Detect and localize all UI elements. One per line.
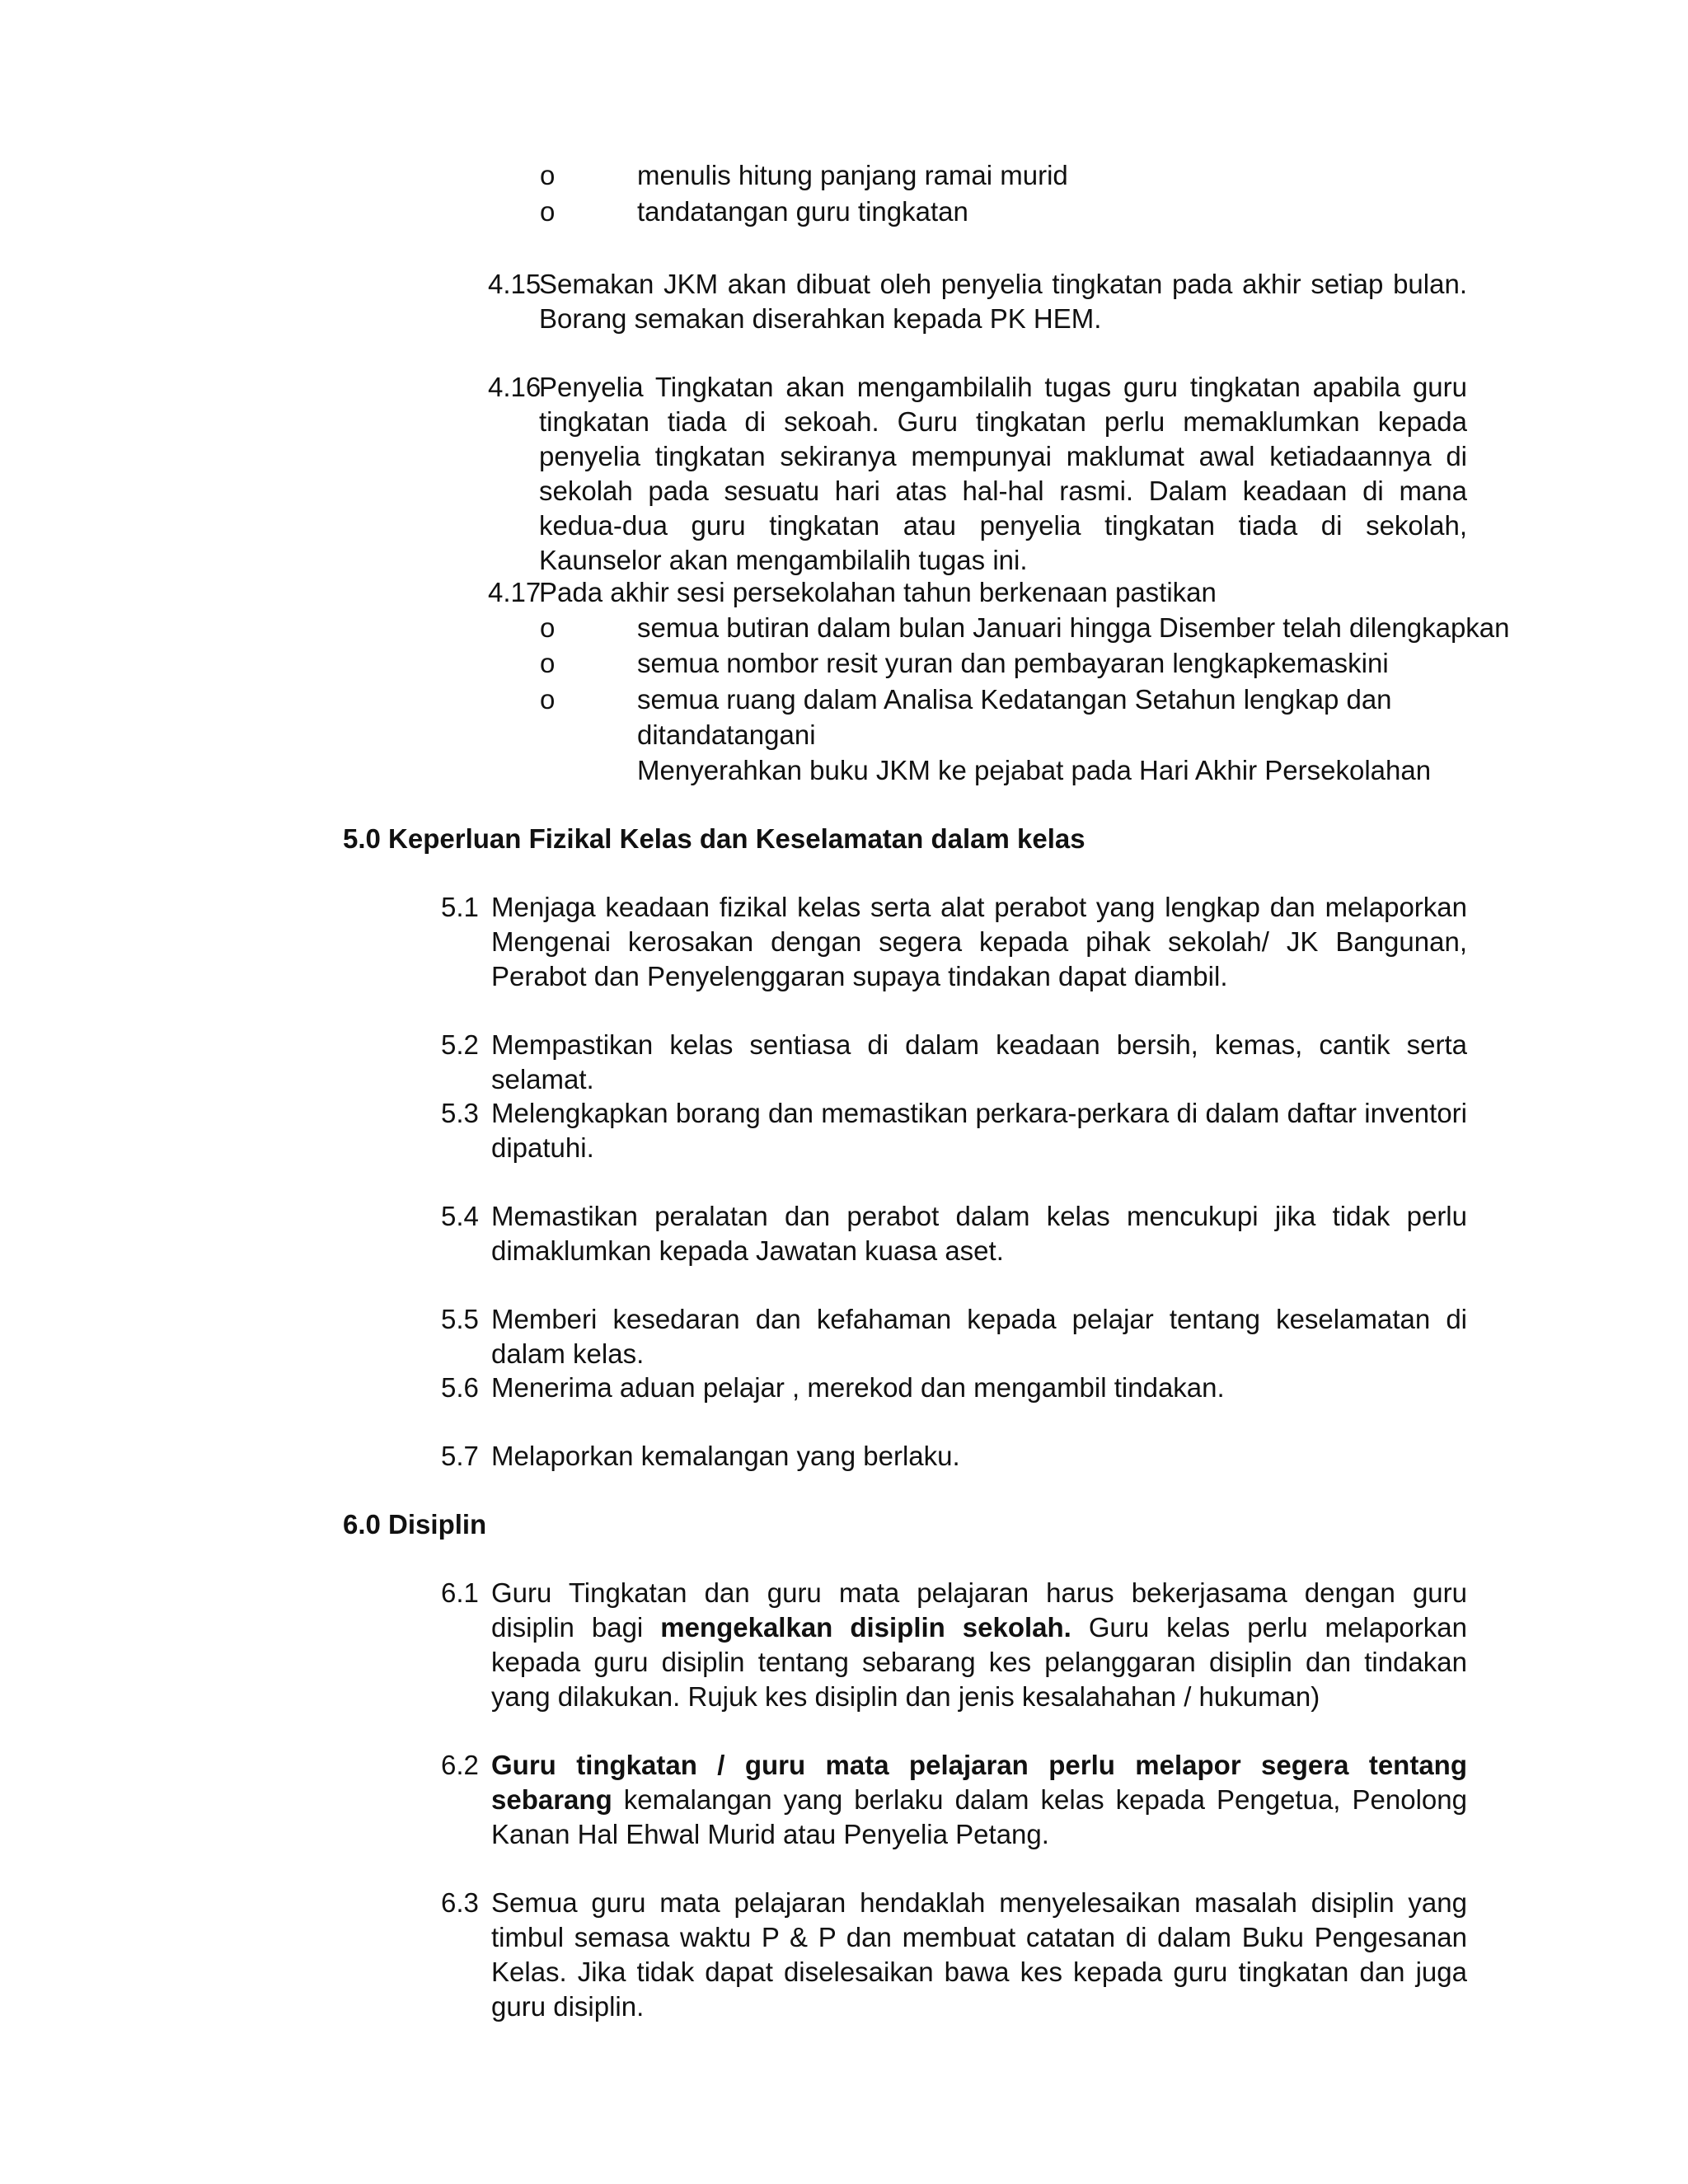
item-number: 4.15 — [488, 269, 542, 299]
paragraph-6-3: Semua guru mata pelajaran hendaklah menyelesaikan masalah disiplin yang timbul semasa waktu P & P dan membuat catatan di dalam Buku Pengesanan Kelas. Jika tidak dapat diselesaikan bawa kes kepada guru tingkatan dan juga guru disiplin. — [491, 1887, 1467, 2022]
bullet-marker: o — [540, 648, 556, 678]
paragraph-6-1-bold: mengekalkan disiplin sekolah. — [660, 1612, 1071, 1643]
item-number: 5.4 — [441, 1201, 479, 1231]
paragraph-4-17: Pada akhir sesi persekolahan tahun berkenaan pastikan — [539, 577, 1217, 607]
paragraph-6-2-bold: Guru tingkatan / guru mata pelajaran perlu melapor segera tentang sebarang — [491, 1750, 1467, 1815]
item-number: 6.3 — [441, 1887, 479, 1918]
bullet-text: semua nombor resit yuran dan pembayaran lengkapkemaskini — [637, 648, 1389, 678]
paragraph-5-3: Melengkapkan borang dan memastikan perkara-perkara di dalam daftar inventori dipatuhi. — [491, 1098, 1467, 1163]
bullet-continuation: ditandatangani — [637, 719, 816, 750]
section-heading: 6.0 Disiplin — [343, 1509, 487, 1540]
paragraph-6-2 — [491, 1748, 1467, 1852]
item-number: 4.17 — [488, 577, 542, 607]
item-number: 5.5 — [441, 1304, 479, 1334]
item-number: 5.2 — [441, 1029, 479, 1060]
paragraph-5-4: Memastikan peralatan dan perabot dalam kelas mencukupi jika tidak perlu dimaklumkan kepada Jawatan kuasa aset. — [491, 1201, 1467, 1266]
paragraph-4-15: Semakan JKM akan dibuat oleh penyelia tingkatan pada akhir setiap bulan. Borang semakan diserahkan kepada PK HEM. — [539, 269, 1467, 334]
item-number: 6.1 — [441, 1577, 479, 1608]
item-number: 4.16 — [488, 372, 542, 402]
item-number: 5.7 — [441, 1441, 479, 1471]
item-number: 6.2 — [441, 1750, 479, 1780]
paragraph-6-2-text: kemalangan yang berlaku dalam kelas kepada Pengetua, Penolong Kanan Hal Ehwal Murid atau Penyelia Petang. — [491, 1784, 1467, 1849]
paragraph-4-16: Penyelia Tingkatan akan mengambilalih tugas guru tingkatan apabila guru tingkatan tiada di sekoah. Guru tingkatan perlu memaklumkan kepada penyelia tingkatan sekiranya mempunyai maklumat awal ketiadaannya di sekolah pada sesuatu hari atas hal-hal rasmi. Dalam keadaan di mana kedua-dua guru tingkatan atau penyelia tingkatan tiada di sekolah, Kaunselor akan mengambilalih tugas ini. — [539, 372, 1467, 575]
paragraph-5-1: Menjaga keadaan fizikal kelas serta alat perabot yang lengkap dan melaporkan Mengenai kerosakan dengan segera kepada pihak sekolah/ JK Bangunan, Perabot dan Penyelenggaran supaya tindakan dapat diambil. — [491, 892, 1467, 991]
bullet-marker: o — [540, 196, 556, 227]
paragraph-5-6: Menerima aduan pelajar , merekod dan mengambil tindakan. — [491, 1372, 1225, 1403]
paragraph-5-7: Melaporkan kemalangan yang berlaku. — [491, 1441, 960, 1471]
bullet-text: tandatangan guru tingkatan — [637, 196, 968, 227]
bullet-text: menulis hitung panjang ramai murid — [637, 160, 1068, 190]
item-number: 5.1 — [441, 892, 479, 922]
extra-line: Menyerahkan buku JKM ke pejabat pada Hari Akhir Persekolahan — [637, 755, 1432, 785]
paragraph-6-1 — [491, 1576, 1467, 1714]
bullet-marker: o — [540, 160, 556, 190]
paragraph-5-2: Mempastikan kelas sentiasa di dalam keadaan bersih, kemas, cantik serta selamat. — [491, 1029, 1467, 1094]
paragraph-5-5: Memberi kesedaran dan kefahaman kepada pelajar tentang keselamatan di dalam kelas. — [491, 1304, 1467, 1369]
bullet-text: semua ruang dalam Analisa Kedatangan Setahun lengkap dan — [637, 684, 1392, 715]
item-number: 5.3 — [441, 1098, 479, 1128]
paragraph-6-1-text-a: Guru Tingkatan dan guru mata pelajaran harus bekerjasama dengan guru disiplin bagi — [491, 1577, 1467, 1643]
paragraph-6-1-text-b: Guru kelas perlu melaporkan kepada guru disiplin tentang sebarang kes pelanggaran disiplin dan tindakan yang dilakukan. Rujuk kes disiplin dan jenis kesalahahan / hukuman) — [491, 1612, 1467, 1712]
bullet-marker: o — [540, 612, 556, 643]
bullet-marker: o — [540, 684, 556, 715]
bullet-text: semua butiran dalam bulan Januari hingga Disember telah dilengkapkan — [637, 612, 1510, 643]
item-number: 5.6 — [441, 1372, 479, 1403]
section-heading: 5.0 Keperluan Fizikal Kelas dan Keselamatan dalam kelas — [343, 823, 1085, 854]
